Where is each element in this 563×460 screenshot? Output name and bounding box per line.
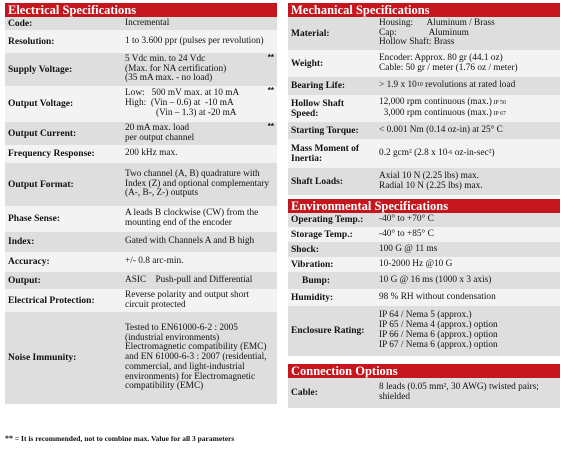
table-row <box>5 86 277 122</box>
section-title: Environmental Specifications <box>288 199 560 213</box>
shaft-loads-value <box>376 168 560 195</box>
table-row <box>5 53 277 86</box>
supply-line: 5 Vdc min. to 24 Vdc <box>125 53 206 64</box>
frequency-value: 200 kHz max. <box>122 145 277 163</box>
speed-line <box>379 109 557 120</box>
voltage-line: High: (Vin – 0.6) at -10 mA <box>125 98 234 109</box>
speed-rating: IP 67 <box>491 110 506 117</box>
asterisk-note: ** <box>267 122 274 131</box>
bump-label: Bump: <box>288 272 376 289</box>
resolution-label: Resolution: <box>5 30 122 53</box>
resolution-value: 1 to 3.600 ppr (pulses per revolution) <box>122 30 277 53</box>
shock-label: Shock: <box>288 242 376 257</box>
bearing-text: revolutions at rated load <box>422 80 516 91</box>
enclosure-rating-label: Enclosure Rating: <box>288 306 376 356</box>
footnote-asterisk: ** <box>5 434 13 443</box>
output-format-value: Two channel (A, B) quadrature with Index (Z) and optional complementary (A-, B-, Z-) outputs <box>122 163 277 206</box>
accuracy-label: Accuracy: <box>5 252 122 272</box>
vibration-value: 10-2000 Hz @10 G <box>376 257 560 272</box>
speed-text: 3,000 rpm continuous (max.) <box>379 107 492 118</box>
table-row <box>288 95 560 122</box>
table-row <box>5 30 277 53</box>
material-label: Material: <box>288 17 376 50</box>
table-row <box>288 227 560 242</box>
environmental-table <box>288 213 560 356</box>
table-row <box>5 122 277 145</box>
electrical-protection-value: Reverse polarity and output short circuit protected <box>122 289 277 312</box>
table-row <box>288 289 560 306</box>
material-line: Hollow Shaft: Brass <box>379 37 455 48</box>
supply-voltage-label: Supply Voltage: <box>5 53 122 86</box>
index-label: Index: <box>5 232 122 252</box>
asterisk-note: ** <box>267 86 274 95</box>
table-row <box>5 252 277 272</box>
table-row <box>5 17 277 30</box>
bearing-exponent: 10 <box>416 82 423 89</box>
weight-value <box>376 50 560 77</box>
section-title: Connection Options <box>288 364 560 378</box>
operating-temp-label: Operating Temp.: <box>288 213 376 227</box>
table-row <box>288 139 560 168</box>
table-row <box>288 306 560 356</box>
output-voltage-value <box>122 86 277 122</box>
material-line: Cap: Aluminum <box>379 27 469 38</box>
supply-line: (35 mA max. - no load) <box>125 73 213 84</box>
inertia-text: 0.2 gcm² (2.8 x 10 <box>379 147 448 158</box>
loads-line: Axial 10 N (2.25 lbs) max. <box>379 170 479 181</box>
table-row <box>288 213 560 227</box>
table-row <box>288 77 560 95</box>
inertia-value <box>376 139 560 168</box>
weight-line: Encoder: Approx. 80 gr (44.1 oz) <box>379 52 503 63</box>
table-row <box>288 17 560 50</box>
section-title: Electrical Specifications <box>5 3 277 17</box>
vibration-label: Vibration: <box>288 257 376 272</box>
enclosure-line: IP 64 / Nema 5 (approx.) <box>379 310 472 321</box>
table-row <box>288 242 560 257</box>
electrical-specifications <box>5 3 277 404</box>
connection-table <box>288 378 560 408</box>
bearing-text: > 1.9 x 10 <box>379 80 417 91</box>
electrical-protection-label: Electrical Protection: <box>5 289 122 312</box>
speed-text: 12,000 rpm continuous (max.) <box>379 96 492 107</box>
output-voltage-label: Output Voltage: <box>5 86 122 122</box>
frequency-label: Frequency Response: <box>5 145 122 163</box>
index-value: Gated with Channels A and B high <box>122 232 277 252</box>
material-value <box>376 17 560 50</box>
enclosure-rating-value <box>376 306 560 356</box>
shaft-loads-label: Shaft Loads: <box>288 168 376 195</box>
cable-value: 8 leads (0.05 mm², 30 AWG) twisted pairs; shielded <box>376 378 560 408</box>
voltage-line: Low: 500 mV max. at 10 mA <box>125 88 240 99</box>
starting-torque-label: Starting Torque: <box>288 122 376 139</box>
phase-sense-label: Phase Sense: <box>5 206 122 232</box>
weight-label: Weight: <box>288 50 376 77</box>
table-row <box>288 122 560 139</box>
humidity-value: 98 % RH without condensation <box>376 289 560 306</box>
output-label: Output: <box>5 272 122 289</box>
table-row <box>5 163 277 206</box>
storage-temp-label: Storage Temp.: <box>288 227 376 242</box>
weight-line: Cable: 50 gr / meter (1.76 oz / meter) <box>379 62 518 73</box>
current-line: per output channel <box>125 132 195 143</box>
table-row <box>5 145 277 163</box>
asterisk-note: ** <box>267 53 274 62</box>
bearing-life-value <box>376 77 560 95</box>
footnote <box>5 434 234 443</box>
output-current-label: Output Current: <box>5 122 122 145</box>
inertia-exponent: -6 <box>447 149 453 156</box>
humidity-label: Humidity: <box>288 289 376 306</box>
shaft-speed-value <box>376 95 560 122</box>
mechanical-specifications <box>288 3 560 195</box>
table-row <box>288 378 560 408</box>
phase-sense-value: A leads B clockwise (CW) from the mounting end of the encoder <box>122 206 277 232</box>
speed-rating: IP 50 <box>491 99 506 106</box>
output-value: ASIC Push-pull and Differential <box>122 272 277 289</box>
right-column <box>288 3 560 408</box>
table-row <box>288 257 560 272</box>
table-row <box>5 272 277 289</box>
shock-value: 100 G @ 11 ms <box>376 242 560 257</box>
bump-value: 10 G @ 16 ms (1000 x 3 axis) <box>376 272 560 289</box>
enclosure-line: IP 66 / Nema 6 (approx.) option <box>379 330 498 340</box>
connection-options <box>288 364 560 408</box>
loads-line: Radial 10 N (2.25 lbs) max. <box>379 180 483 191</box>
table-row <box>288 272 560 289</box>
cable-label: Cable: <box>288 378 376 408</box>
table-row <box>5 312 277 404</box>
supply-voltage-value <box>122 53 277 86</box>
storage-temp-value: -40° to +85° C <box>376 227 560 242</box>
voltage-line: (Vin – 1.3) at -20 mA <box>156 107 237 118</box>
accuracy-value: +/- 0.8 arc-min. <box>122 252 277 272</box>
electrical-table <box>5 17 277 404</box>
output-format-label: Output Format: <box>5 163 122 206</box>
table-row <box>288 50 560 77</box>
table-row <box>5 206 277 232</box>
bearing-life-label: Bearing Life: <box>288 77 376 95</box>
code-value: Incremental <box>122 17 277 30</box>
current-line: 20 mA max. load <box>125 122 190 133</box>
inertia-label: Mass Moment of Inertia: <box>288 139 376 168</box>
noise-immunity-value: Tested to EN61000-6-2 : 2005 (industrial environments) Electromagnetic compatibility (EMC) and EN 61000-6-3 : 2007 (residential, commercial, and light-industrial environments) for Electromagnetic compatibility (EMC) <box>122 312 277 404</box>
noise-immunity-label: Noise Immunity: <box>5 312 122 404</box>
code-label: Code: <box>5 17 122 30</box>
shaft-speed-label: Hollow Shaft Speed: <box>288 95 376 122</box>
footnote-text: = It is recommended, not to combine max. Value for all 3 parameters <box>14 434 235 443</box>
material-line: Housing: Aluminum / Brass <box>379 17 495 28</box>
table-row <box>5 289 277 312</box>
enclosure-line: IP 67 / Nema 6 (approx.) option <box>379 339 498 350</box>
table-row <box>288 168 560 195</box>
environmental-specifications <box>288 199 560 356</box>
inertia-text: oz-in-sec²) <box>452 147 495 158</box>
table-row <box>5 232 277 252</box>
mechanical-table <box>288 17 560 195</box>
starting-torque-value: < 0.001 Nm (0.14 oz-in) at 25° C <box>376 122 560 139</box>
operating-temp-value: -40° to +70° C <box>376 213 560 227</box>
output-current-value <box>122 122 277 145</box>
section-title: Mechanical Specifications <box>288 3 560 17</box>
enclosure-line: IP 65 / Nema 4 (approx.) option <box>379 320 498 331</box>
supply-line: (Max. for NA certification) <box>125 63 227 74</box>
